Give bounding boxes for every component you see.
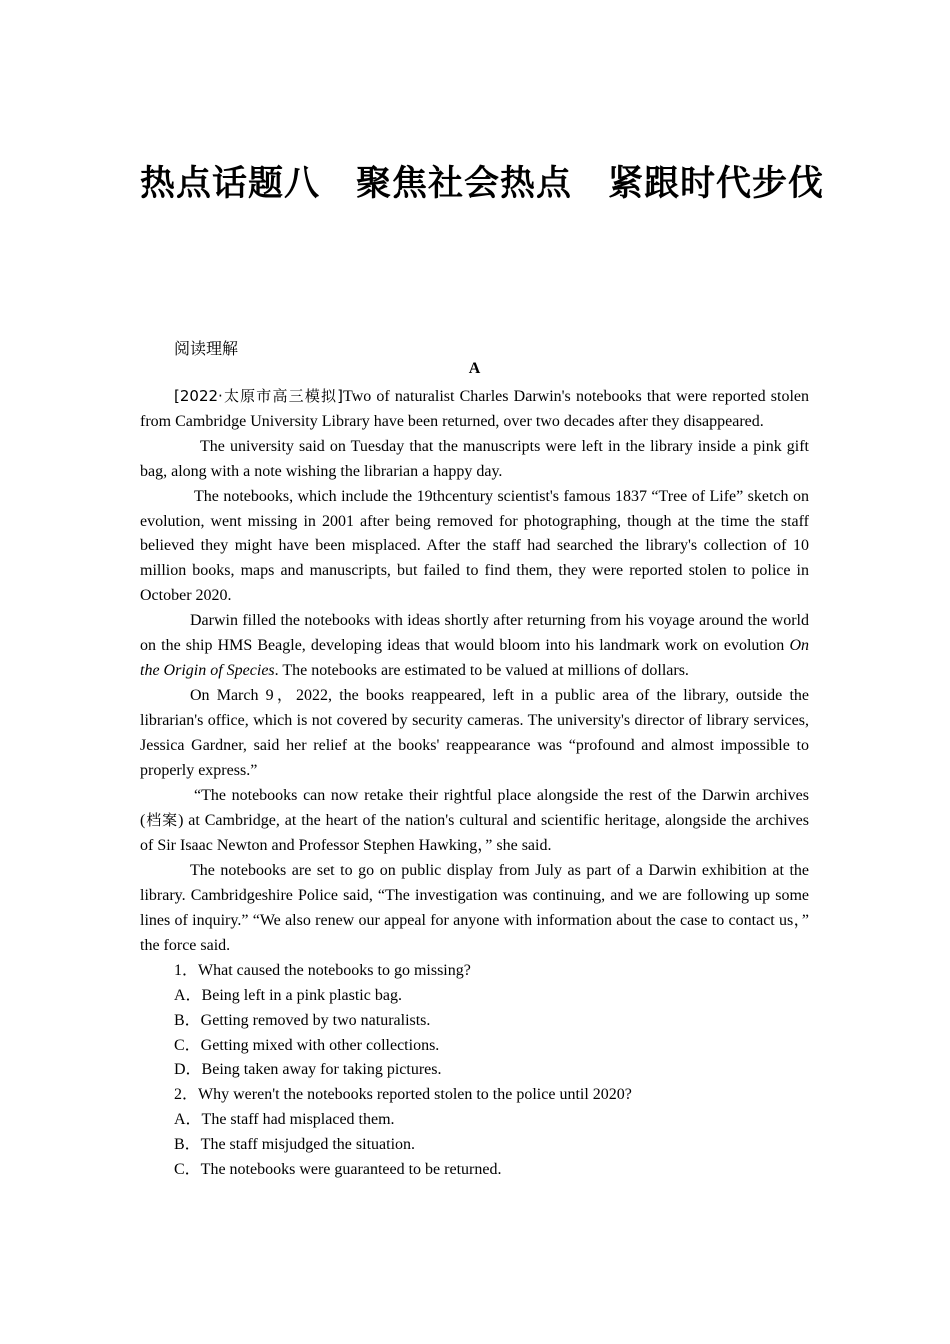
question-2 [140, 1083, 809, 1183]
paragraph-7: The notebooks are set to go on public display from July as part of a Darwin exhibition at the library. Cambridgeshire Police said, “The investigation was continuing, and we are following up some lines of inquiry.” “We also renew our appeal for anyone with information about the case to contact us，” the force said. [140, 862, 809, 954]
answer-option: C．The notebooks were guaranteed to be returned. [174, 1161, 502, 1179]
question-1 [140, 959, 809, 1084]
paragraph-5: On March 9，2022, the books reappeared, left in a public area of the library, outside the librarian's office, which is not covered by security cameras. The university's director of library services, Jessica Gardner, said her relief at the books' reappearance was “profound and almost impossible to properly express.” [140, 686, 809, 779]
source-citation: [2022·太原市高三模拟] [174, 387, 344, 405]
paragraph-4 [140, 609, 809, 684]
paragraph-text: “The notebooks can now retake their rightful place alongside the rest of the Darwin archives ( [140, 786, 809, 830]
paragraph-text: Two of naturalist Charles Darwin's notebooks that were reported stolen from Cambridge University Library have been returned, over two decades after they disappeared. [140, 388, 809, 430]
page-title: 热点话题八 聚焦社会热点 紧跟时代步伐 [140, 164, 825, 204]
answer-option: A．The staff had misplaced them. [174, 1111, 395, 1129]
paragraph-1 [140, 384, 809, 435]
question-stem: 2．Why weren't the notebooks reported stolen to the police until 2020? [174, 1086, 632, 1104]
passage-body [140, 384, 809, 1183]
paragraph-text: . The notebooks are estimated to be valued at millions of dollars. [274, 661, 689, 679]
paragraph-text: ) at Cambridge, at the heart of the nation's cultural and scientific heritage, alongside the archives of Sir Isaac Newton and Professor Stephen Hawking，” she said. [140, 812, 809, 855]
paragraph-3: The notebooks, which include the 19thcentury scientist's famous 1837 “Tree of Life” sketch on evolution, went missing in 2001 after being removed for photographing, though at the time the staff believed they might have been misplaced. After the staff had searched the library's collection of 10 million books, maps and manuscripts, but failed to find them, they were reported stolen to police in October 2020. [140, 487, 809, 605]
answer-option: D．Being taken away for taking pictures. [174, 1061, 442, 1079]
answer-option: B．Getting removed by two naturalists. [174, 1011, 431, 1029]
question-stem: 1．What caused the notebooks to go missing? [174, 961, 471, 979]
chinese-gloss: 档案 [145, 811, 179, 830]
paragraph-6 [140, 784, 809, 860]
book-title: On the Origin of Species [140, 637, 809, 679]
answer-option: B．The staff misjudged the situation. [174, 1136, 416, 1154]
passage-letter: A [468, 360, 481, 377]
answer-option: C．Getting mixed with other collections. [174, 1036, 440, 1054]
paragraph-text: Darwin filled the notebooks with ideas shortly after returning from his voyage around the world on the ship HMS Beagle, developing ideas that would bloom into his landmark work on evolution [140, 612, 809, 655]
section-label: 阅读理解 [174, 339, 239, 358]
answer-option: A．Being left in a pink plastic bag. [174, 986, 402, 1004]
paragraph-2: The university said on Tuesday that the manuscripts were left in the library inside a pink gift bag, along with a note wishing the librarian a happy day. [140, 437, 809, 480]
